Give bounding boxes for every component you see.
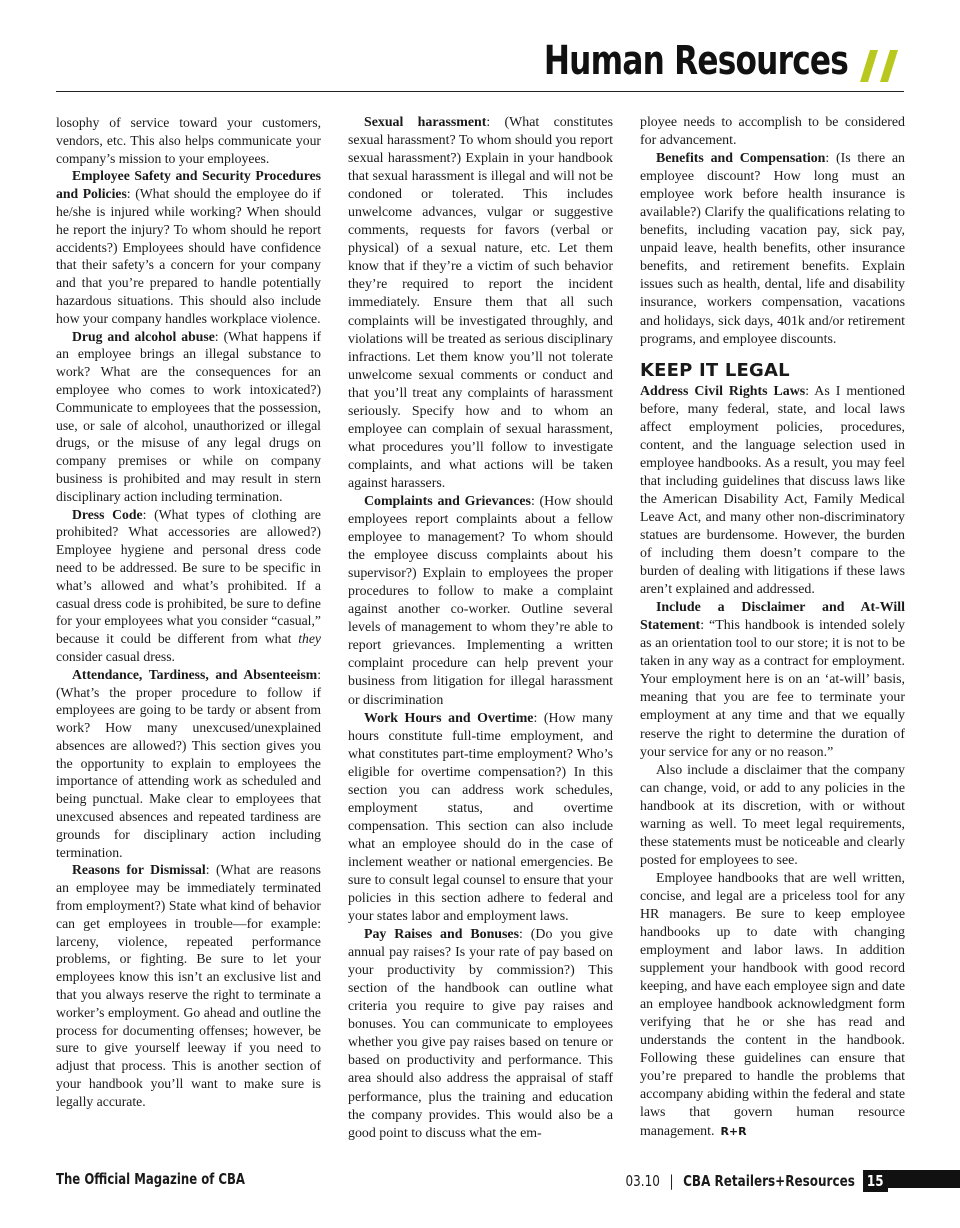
paragraph-text: : (Is there an employee discount? How long must an employee work before health insurance is available?) Clarify the qualifications relating to benefits, including vacation pay, sick pay, unpaid leave, health benefits, other insurance benefits, and retirement benefits. Explain issues such as health, dental, life and disability insurance, workers compensation, vacations and holidays, sick days, 401k and/or retirement programs, and employee discounts. — [640, 151, 905, 347]
folio-separator: | — [669, 1172, 674, 1190]
header-rule — [56, 91, 904, 92]
issue-date: 03.10 — [625, 1172, 661, 1190]
paragraph-text: : (How many hours constitute full-time employment, and what constitutes part-time employment? Who’s eligible for overtime compensation?) In this section you can address work schedules, employment status, and overtime compensation. This section can also include what an employee should do in the case of inclement weather or national emergencies. Be sure to consult legal counsel to ensure that your policies in this section adhere to federal and your states labor and employment laws. — [348, 710, 613, 925]
paragraph — [348, 926, 613, 1143]
topic-term: Benefits and Compensation — [656, 151, 826, 167]
topic-term: Address Civil Rights Laws — [640, 383, 806, 399]
page-number: 15 — [863, 1170, 888, 1192]
topic-term: Include a Disclaimer and At-Will Statement — [640, 600, 905, 634]
emphasis: they — [298, 631, 321, 647]
topic-term: Pay Raises and Bonuses — [364, 927, 519, 943]
topic-term: Dress Code — [72, 506, 143, 522]
section-title: Human Resources — [543, 38, 848, 84]
paragraph — [640, 150, 905, 349]
paragraph-text: : (How should employees report complaints about a fellow employee to management? To whom should the employee discuss complaints about his supervisor?) Explain to employees the proper procedures to follow to make a complaint against another co-worker. Outline several levels of management to whom they’re able to report grievances. Implementing a written complaint procedure can help prevent your business from litigation for illegal harassment or discrimination — [348, 493, 613, 708]
page-footer — [0, 1170, 960, 1192]
topic-term: Sexual harassment — [364, 115, 487, 130]
end-mark: R+R — [720, 1124, 747, 1138]
paragraph — [640, 870, 905, 1141]
paragraph — [348, 710, 613, 927]
section-accent-icon — [856, 42, 904, 90]
magazine-name: CBA Retailers+Resources — [683, 1172, 856, 1190]
paragraph — [348, 493, 613, 710]
article-column-1 — [56, 114, 321, 1111]
paragraph — [56, 328, 321, 506]
magazine-tagline: The Official Magazine of CBA — [56, 1170, 245, 1188]
paragraph: losophy of service toward your customers, vendors, etc. This also helps communicate your company’s mission to your employees. — [56, 115, 321, 166]
footer-bar — [888, 1170, 960, 1188]
paragraph — [348, 114, 613, 493]
article-column-2 — [348, 114, 613, 1143]
section-heading: KEEP IT LEGAL — [640, 359, 790, 381]
paragraph: ployee needs to accomplish to be considered for advancement. — [640, 115, 905, 149]
paragraph-text: : (Do you give annual pay raises? Is your rate of pay based on your productivity by commission?) This section of the handbook can outline what criteria you require to give pay raises and bonuses. You can communicate to employees whether you give pay raises based on tenure or based on productivity and performance. This area should also address the appraisal of staff performance, plus the training and education the company provides. This would also be a good point to discuss what the em- — [348, 927, 613, 1141]
folio — [626, 1170, 888, 1192]
topic-term: Drug and alcohol abuse — [72, 328, 215, 344]
paragraph-text: : (What are reasons an employee may be immediately terminated from employment?) State what kind of behavior can get employees in trouble—for example: larceny, violence, repeated performance problems, or fighting. Be sure to let your employees know this isn’t an exclusive list and that you always reserve the right to terminate a worker’s employment. Go ahead and outline the process for documenting offenses; however, be sure to give yourself leeway if you need to adjust that process. This is another section of your handbook you’ll want to make sure is legally accurate. — [56, 862, 321, 1109]
paragraph: Also include a disclaimer that the company can change, void, or add to any policies in the handbook at its discretion, with or without warning as well. To meet legal requirements, these statements must be noticeable and clearly posted for employees to see. — [640, 762, 905, 868]
paragraph-text: : As I mentioned before, many federal, state, and local laws affect employment policies, procedures, content, and the language selection used in employee handbooks. As a result, you may feel that including guidelines that discuss laws like the American Disability Act, Family Medical Leave Act, and many other non-discriminatory statues are burdensome. However, the burden of including them doesn’t compare to the burden of dealing with litigations if these laws aren’t explained and addressed. — [640, 383, 905, 598]
topic-term: Reasons for Dismissal — [72, 862, 206, 878]
topic-term: Employee Safety and Security Procedures and Policies — [56, 168, 321, 202]
topic-term: Work Hours and Overtime — [364, 710, 534, 726]
paragraph-text: : (What types of clothing are prohibited? What accessories are allowed?) Employee hygiene and personal dress code need to be addressed. Be sure to be specific in what’s allowed and what’s prohibited. If a casual dress code is prohibited, be sure to define for your employees what you consider “casual,” because it could be different from what — [56, 506, 321, 647]
paragraph-text: : (What should the employee do if he/she is injured while working? When should he report the injury? To whom should he report accidents?) Employees should have confidence that their safety’s a concern for your company and that you’re prepared to handle potentially hazardous situations. This should also include how your company handles workplace violence. — [56, 186, 321, 326]
article-column-3 — [640, 114, 905, 1141]
paragraph-text: : (What’s the proper procedure to follow if employees are going to be tardy or absent from work? How many unexcused/unexplained absences are allowed?) This section gives you the opportunity to explain to employees the importance of attending work as scheduled and being punctual. Make clear to employees that unexcused absences and repeated tardiness are grounds for disciplinary action including termination. — [56, 666, 321, 860]
paragraph-text: : (What constitutes sexual harassment? To whom should you report sexual harassment?) Explain in your handbook that sexual harassment is illegal and will not be condoned or tolerated. This includes unwelcome advances, vulgar or suggestive comments, requests for favors (verbal or physical) of a sexual nature, etc. Let them know that if they’re a victim of such behavior they’re required to report the incident immediately. Ensure them that all such complaints will be investigated throughly, and violations will be treated as serious disciplinary infractions. Let them know you’ll not tolerate unwelcome sexual comments or conduct and that you’ll treat any complaints of harassment seriously. Specify how and to whom an employee can complain of sexual harassment, what procedures you’ll follow to investigate complaints, and what actions will be taken against harassers. — [348, 115, 613, 491]
paragraph-text: consider casual dress. — [56, 648, 175, 664]
paragraph-text: : (What happens if an employee brings an illegal substance to work? What are the consequences for an employee who comes to work intoxicated?) Communicate to employees that the possession, use, or sale of alcohol, unauthorized or illegal drugs, or the misuse of any legal drugs on company premises or while on company business is prohibited and may result in stern disciplinary action including termination. — [56, 328, 321, 504]
paragraph-text: : “This handbook is intended solely as an orientation tool to our store; it is not to be taken in any way as a contract for employment. Your employment here is on an ‘at-will’ basis, meaning that you are fee to terminate your employment at any time and that we equally reserve the right to determine the duration of your service for any or no reason.” — [640, 618, 905, 760]
paragraph — [56, 861, 321, 1110]
paragraph — [640, 599, 905, 761]
page-header — [56, 36, 904, 92]
paragraph — [56, 167, 321, 327]
paragraph-text: Employee handbooks that are well written, concise, and legal are a priceless tool for any HR managers. Be sure to keep employee handbooks up to date with changing employment and labor laws. In addition supplement your handbook with good record keeping, and have each employee sign and date an employee handbook acknowledgment form verifying that he or she has read and understands the content in the handbook. Following these guidelines can ensure that you’re prepared to handle the problems that accompany abiding within the federal and state laws that govern human resource management. — [640, 870, 905, 1139]
paragraph — [640, 383, 905, 600]
paragraph — [56, 666, 321, 862]
paragraph — [56, 506, 321, 666]
topic-term: Complaints and Grievances — [364, 493, 531, 509]
topic-term: Attendance, Tardiness, and Absenteeism — [72, 666, 318, 682]
